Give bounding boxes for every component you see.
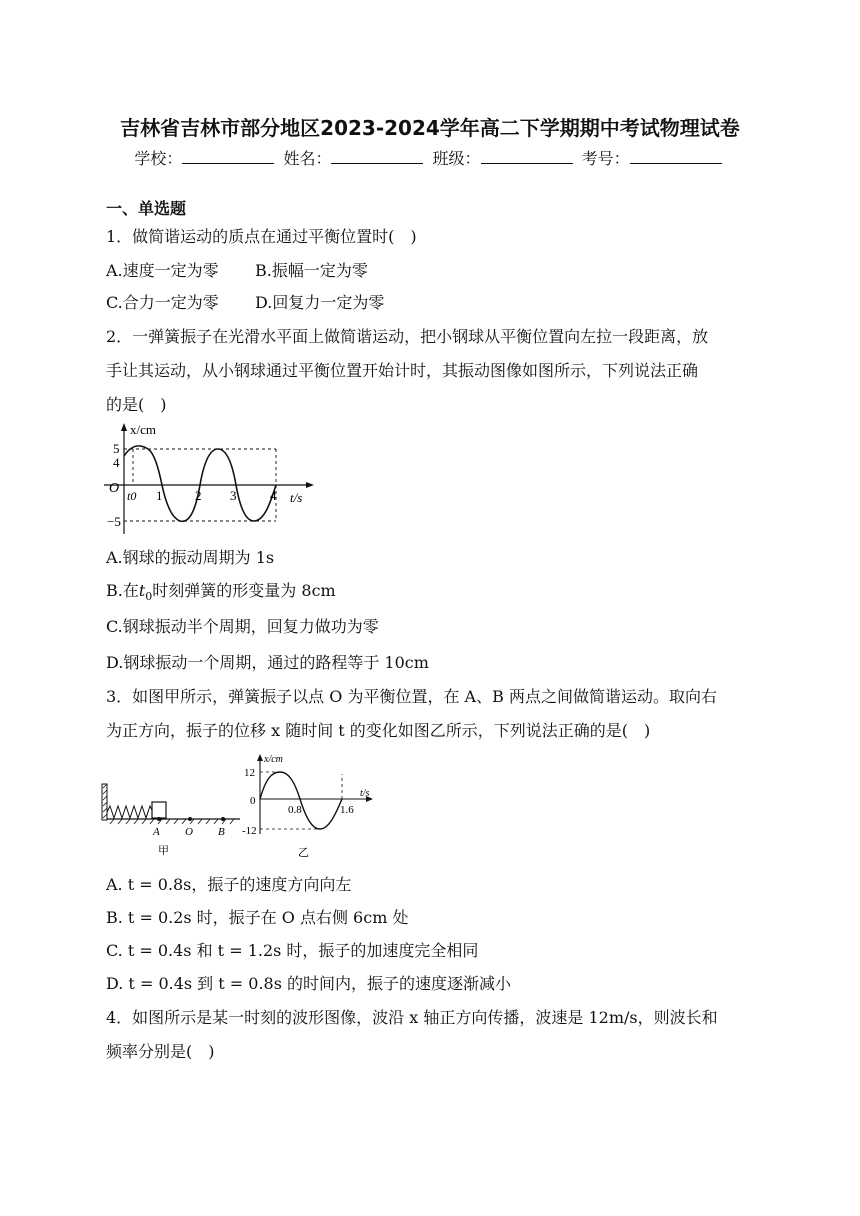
q2-y-tick-4: 4 [113,455,120,470]
q2-x-axis-label: t/s [290,490,303,505]
q3-figure-b-caption: 乙 [298,847,309,859]
school-blank [182,149,274,164]
q2-x-tick-1: 1 [156,488,163,503]
name-blank [331,149,423,164]
q3-stem-line1: 3．如图甲所示，弹簧振子以点 O 为平衡位置，在 A、B 两点之间做简谐运动。取向右 [106,687,717,706]
q2-y-tick-neg5: −5 [107,514,121,529]
q2-option-b-suffix: 时刻弹簧的形变量为 8cm [152,581,336,600]
q3-option-c: C. t = 0.4s 和 t = 1.2s 时，振子的加速度完全相同 [106,941,479,960]
q3-x-tick-0-8: 0.8 [288,804,302,816]
q1-stem: 1．做简谐运动的质点在通过平衡位置时( ) [106,227,417,246]
q3-displacement-graph [240,752,380,866]
q2-option-b-variable: t [138,581,146,600]
q2-vibration-graph [104,422,324,542]
q2-option-a: A.钢球的振动周期为 1s [106,548,275,567]
q4-stem-line1: 4．如图所示是某一时刻的波形图像，波沿 x 轴正方向传播，波速是 12m/s，则波长和 [106,1008,718,1027]
q2-origin-label: O [109,481,120,496]
class-label: 班级： [432,149,481,168]
q3-y-axis-label: x/cm [264,754,283,765]
q3-y-tick-neg12: -12 [242,825,257,837]
q3-spring-oscillator-figure [100,782,250,862]
q3-point-a-label: A [153,826,160,838]
q2-option-b-prefix: B.在 [106,581,139,600]
q2-stem-line3: 的是( ) [106,395,167,414]
q2-x-tick-t0: t0 [127,489,137,503]
q2-x-tick-4: 4 [270,488,277,503]
q3-option-b: B. t = 0.2s 时，振子在 O 点右侧 6cm 处 [106,908,409,927]
q4-stem-line2: 频率分别是( ) [106,1042,215,1061]
q3-point-b-label: B [218,826,225,838]
q2-stem-line1: 2．一弹簧振子在光滑水平面上做简谐运动，把小钢球从平衡位置向左拉一段距离，放 [106,327,709,346]
q2-option-d: D.钢球振动一个周期，通过的路程等于 10cm [106,653,429,672]
q3-stem-line2: 为正方向，振子的位移 x 随时间 t 的变化如图乙所示，下列说法正确的是( ) [106,721,651,740]
q3-option-d: D. t = 0.4s 到 t = 0.8s 的时间内，振子的速度逐渐减小 [106,974,512,993]
q2-x-tick-2: 2 [195,488,202,503]
q1-option-b: B.振幅一定为零 [255,261,368,280]
q2-option-b [106,578,336,603]
q3-option-a: A. t = 0.8s，振子的速度方向向左 [106,875,352,894]
q3-y-tick-12: 12 [244,767,255,779]
exam-title: 吉林省吉林市部分地区2023-2024学年高二下学期期中考试物理试卷 [120,116,740,140]
q3-point-o-label: O [185,826,193,838]
q2-y-axis-label: x/cm [130,422,156,437]
q3-y-tick-0: 0 [250,795,256,807]
exam-number-blank [630,149,722,164]
q1-option-a: A.速度一定为零 [106,261,219,280]
student-info-line [0,146,860,169]
q1-option-d: D.回复力一定为零 [255,293,385,312]
q2-y-tick-5: 5 [113,441,120,456]
name-label: 姓名： [283,149,332,168]
q2-option-b-subscript: 0 [145,590,153,604]
class-blank [481,149,573,164]
q2-stem-line2: 手让其运动，从小钢球通过平衡位置开始计时，其振动图像如图所示，下列说法正确 [106,361,699,380]
q3-x-tick-1-6: 1.6 [340,804,354,816]
q3-x-axis-label: t/s [360,788,370,799]
school-label: 学校： [134,149,183,168]
q2-x-tick-3: 3 [230,488,237,503]
q1-option-c: C.合力一定为零 [106,293,219,312]
q2-option-c: C.钢球振动半个周期，回复力做功为零 [106,617,379,636]
exam-number-label: 考号： [581,149,630,168]
q3-figure-a-caption: 甲 [158,845,169,857]
section-heading: 一、单选题 [106,199,187,218]
